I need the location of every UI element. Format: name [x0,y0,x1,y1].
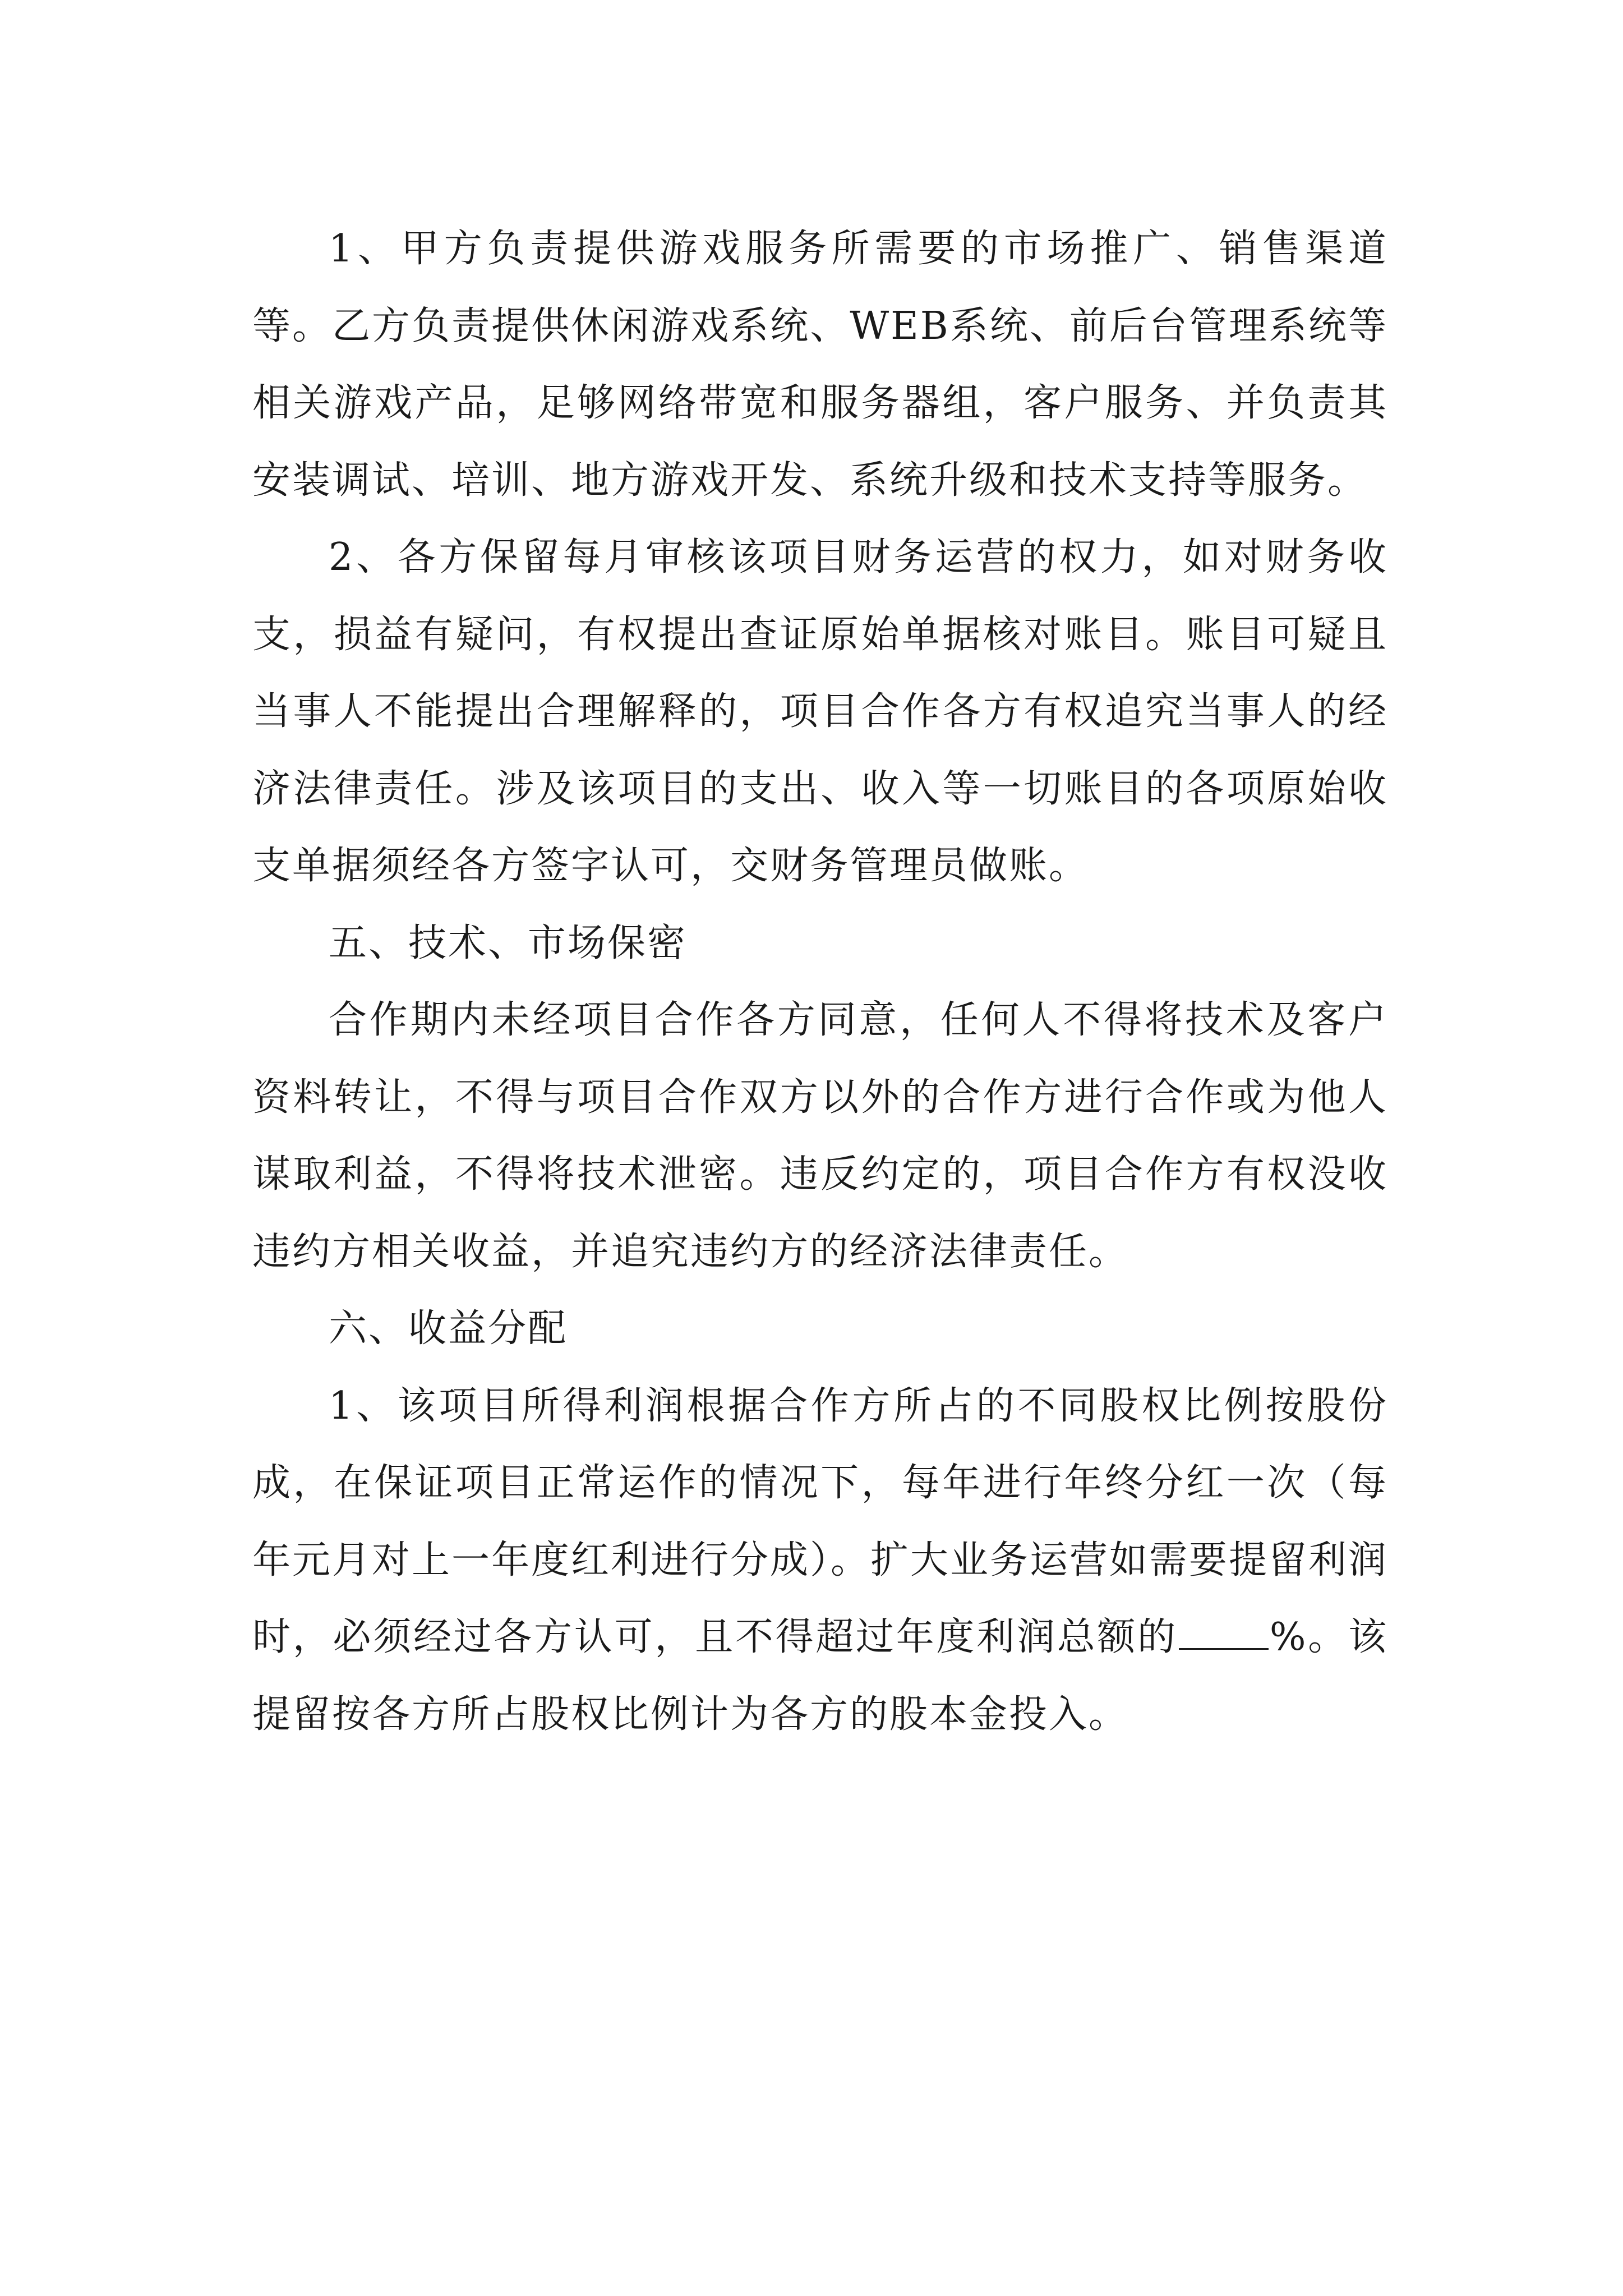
section-heading-profit-distribution: 六、收益分配 [329,1306,568,1351]
section-heading-confidentiality: 五、技术、市场保密 [329,921,688,965]
clause-paragraph-1: 1、甲方负责提供游戏服务所需要的市场推广、销售渠道等。乙方负责提供休闲游戏系统、WEB系统、前后台管理系统等相关游戏产品，足够网络带宽和服务器组，客户服务、并负责其安装调试、培训、地方游戏开发、系统升级和技术支持等服务。 [252,227,1388,503]
percentage-blank-field [1179,1616,1269,1650]
document-page [252,210,1388,1753]
profit-distribution-paragraph [252,1368,1388,1754]
profit-text-before-blank: 1、该项目所得利润根据合作方所占的不同股权比例按股份成，在保证项目正常运作的情况下，每年进行年终分红一次（每年元月对上一年度红利进行分成）。扩大业务运营如需要提留利润时，必须经过各方认可，且不得超过年度利润总额的 [252,1383,1389,1659]
clause-paragraph-2: 2、各方保留每月审核该项目财务运营的权力，如对财务收支，损益有疑问，有权提出查证原始单据核对账目。账目可疑且当事人不能提出合理解释的，项目合作各方有权追究当事人的经济法律责任。涉及该项目的支出、收入等一切账目的各项原始收支单据须经各方签字认可，交财务管理员做账。 [252,535,1388,888]
profit-text-after-blank: %。该提留按各方所占股权比例计为各方的股本金投入。 [252,1615,1388,1737]
confidentiality-paragraph: 合作期内未经项目合作各方同意，任何人不得将技术及客户资料转让，不得与项目合作双方以外的合作方进行合作或为他人谋取利益，不得将技术泄密。违反约定的，项目合作方有权没收违约方相关收益，并追究违约方的经济法律责任。 [252,998,1388,1274]
